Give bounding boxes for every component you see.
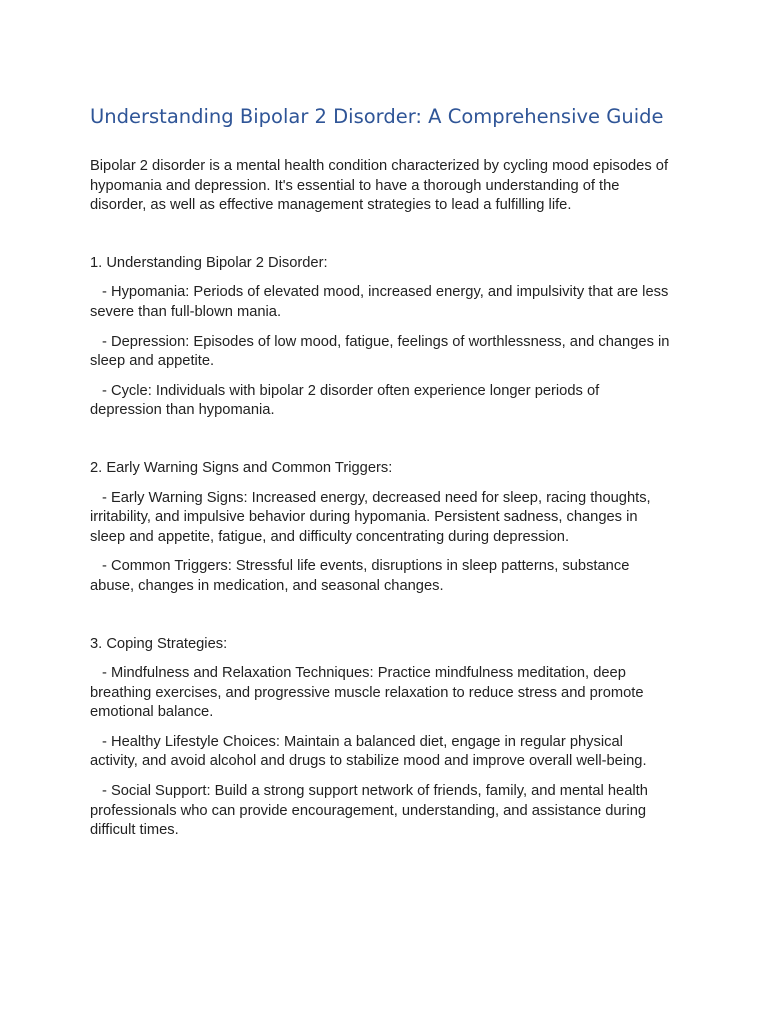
section-heading: 3. Coping Strategies: [90,635,228,652]
section-understanding [90,254,672,421]
list-item: - Mindfulness and Relaxation Techniques: Practice mindfulness meditation, deep breathing exercises, and progressive muscle relaxation to reduce stress and promote emotional balance. [90,665,644,721]
list-item: - Common Triggers: Stressful life events, disruptions in sleep patterns, substance abuse, changes in medication, and seasonal changes. [90,558,630,594]
intro-paragraph: Bipolar 2 disorder is a mental health condition characterized by cycling mood episodes of hypomania and depression. It's essential to have a thorough understanding of the disorder, as well as effective management strategies to lead a fulfilling life. [90,158,669,214]
list-item: - Healthy Lifestyle Choices: Maintain a balanced diet, engage in regular physical activity, and avoid alcohol and drugs to stabilize mood and improve overall well-being. [90,733,647,770]
list-item: - Depression: Episodes of low mood, fatigue, feelings of worthlessness, and changes in sleep and appetite. [90,333,670,370]
list-item: - Social Support: Build a strong support network of friends, family, and mental health professionals who can provide encouragement, understanding, and assistance during difficult times. [90,783,648,839]
section-coping-strategies [90,635,672,841]
section-heading: 1. Understanding Bipolar 2 Disorder: [90,254,328,271]
document-title: Understanding Bipolar 2 Disorder: A Comprehensive Guide [90,105,664,128]
document-page [90,104,672,841]
list-item: - Hypomania: Periods of elevated mood, increased energy, and impulsivity that are less severe than full-blown mania. [90,284,669,320]
section-heading: 2. Early Warning Signs and Common Triggers: [90,459,393,476]
section-warning-signs [90,459,672,597]
list-item: - Early Warning Signs: Increased energy, decreased need for sleep, racing thoughts, irritability, and impulsive behavior during hypomania. Persistent sadness, changes in sleep and appetite, fatigue, and difficulty concentrating during depression. [90,489,651,545]
list-item: - Cycle: Individuals with bipolar 2 disorder often experience longer periods of depression than hypomania. [90,382,600,419]
